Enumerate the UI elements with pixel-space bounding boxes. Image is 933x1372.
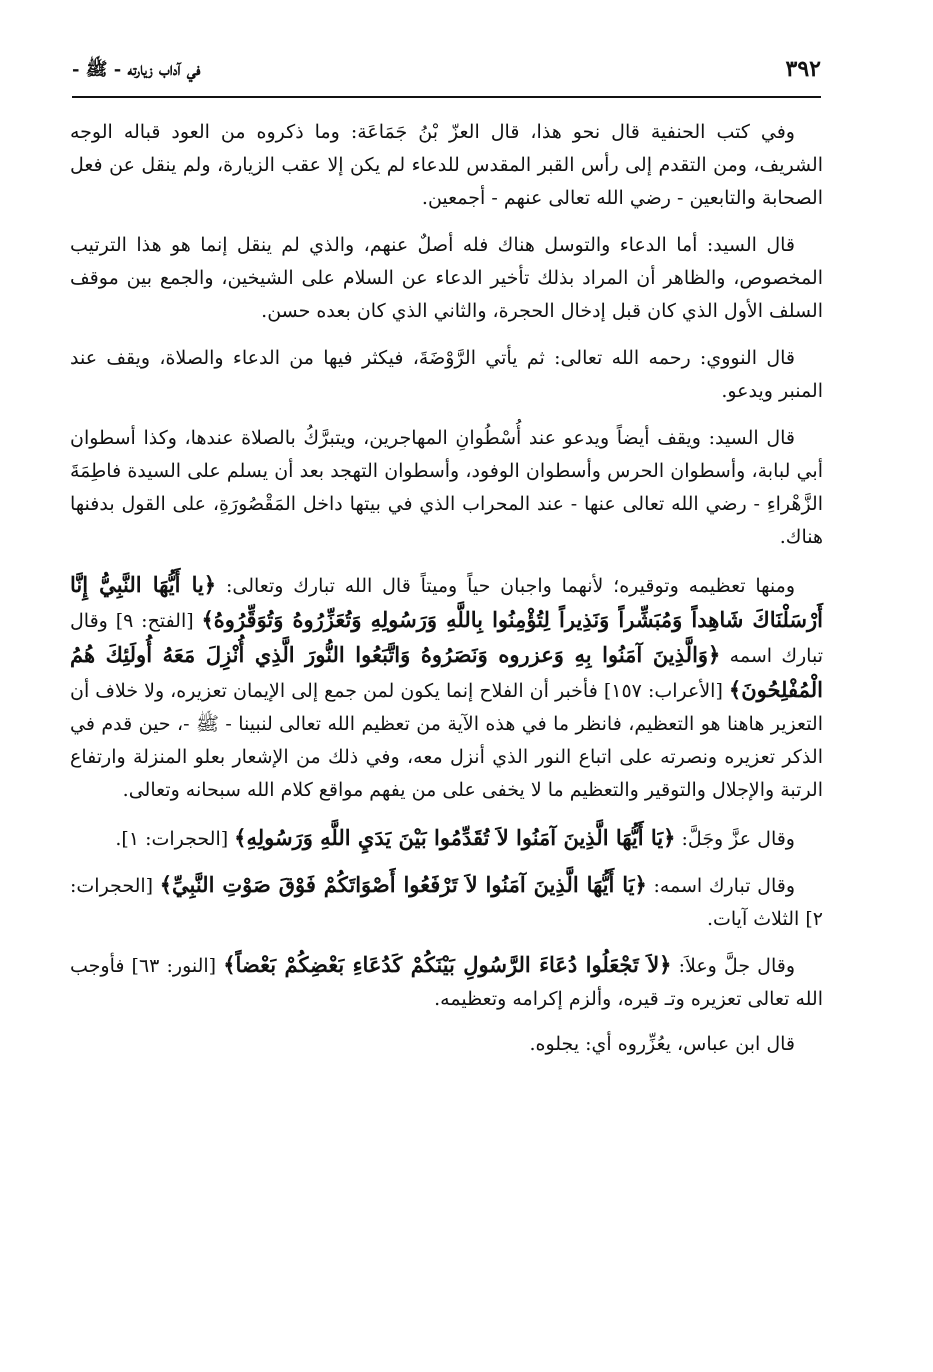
paragraph-sayyid-pillars: [70, 422, 823, 554]
paragraph-text: [الحجرات: ١].: [115, 828, 235, 850]
paragraph-text: قال السيد: ويقف أيضاً ويدعو عند أُسْطُوانِ المهاجرين، ويتبرَّكُ بالصلاة عندها، وكذا أسطوان أبي لبابة، وأسطوان الحرس وأسطوان الوفود، وأسطوان التهجد بعد أن يسلم على السيدة فاطِمَةَ الزَّهْراءِ - رضي الله تعالى عنها - عند المحراب الذي في بيتها داخل المَقْصُورَةِ، على القول بدفنها هناك.: [70, 427, 823, 548]
quran-verse: ﴿يا أَيُّهَا النَّبِيُّ إِنَّا أَرْسَلْنَاكَ شَاهِداً وَمُبَشِّراً وَنَذِيراً لِتُؤْمِنُوا بِاللَّهِ وَرَسُولِهِ وَتُعَزِّرُوهُ وَتُوَقِّرُوهُ﴾: [70, 572, 823, 632]
paragraph-hanafi: [70, 116, 823, 215]
paragraph-text: [الأعراب: ١٥٧] فأخبر أن الفلاح إنما يكون لمن جمع إلى الإيمان تعزيره، ولا خلاف أن التعزير هاهنا هو التعظيم، فانظر ما في هذه الآية من تعظيم الله تعالى لنبينا - ﷺ -، حين قدم في الذكر تعزيره ونصرته على اتباع النور الذي أنزل معه، وفي ذلك من الإشعار بعلو المنزلة وارتفاع الرتبة والإجلال والتوقير والتعظيم ما لا يخفى على من يفهم مواقع كلام الله سبحانه وتعالى.: [70, 680, 823, 801]
page-number: ٣٩٢: [785, 56, 821, 82]
paragraph-sayyid-dua: [70, 229, 823, 328]
paragraph-text: ومنها تعظيمه وتوقيره؛ لأنهما واجبان حياً وميتاً قال الله تبارك وتعالى:: [216, 575, 795, 597]
paragraph-hujurat-1: [70, 821, 823, 856]
paragraph-text: [الفتح: ٩] وقال تبارك اسمه: [70, 610, 823, 667]
paragraph-nawawi: [70, 342, 823, 408]
paragraph-text: [الحجرات: ٢] الثلاث آيات.: [70, 875, 823, 930]
paragraph-text: وقال تبارك اسمه:: [646, 875, 795, 897]
paragraph-text: [النور: ٦٣] فأوجب الله تعالى تعزيره وتـ قيره، وألزم إكرامه وتعظيمه.: [70, 955, 823, 1010]
body-text: [70, 116, 823, 1073]
paragraph-text: وفي كتب الحنفية قال نحو هذا، قال العزّ بْنُ جَمَاعَة: وما ذكروه من العود قباله الوجه الشريف، ومن التقدم إلى رأس القبر المقدس للدعاء لم يكن إلا عقب الزيارة، ولم ينقل عن فعل الصحابة والتابعين - رضي الله تعالى عنهم - أجمعين.: [70, 121, 823, 209]
running-title: في آداب زيارته - ﷺ -: [72, 59, 201, 80]
paragraph-nur: [70, 948, 823, 1016]
quran-verse: ﴿لاَ تَجْعَلُوا دُعَاءَ الرَّسُولِ بَيْنَكُمْ كَدُعَاءِ بَعْضِكُمْ بَعْضاً﴾: [223, 952, 672, 977]
quran-verse: ﴿يَا أَيُّهَا الَّذِينَ آمَنُوا لاَ تُقَدِّمُوا بَيْنَ يَدَيِ اللَّهِ وَرَسُولِهِ﴾: [234, 825, 676, 850]
paragraph-ibn-abbas: [70, 1028, 823, 1061]
quran-verse: ﴿وَالَّذِينَ آمَنُوا بِهِ وَعزروه وَنَصَرُوهُ وَاتَّبَعُوا النُّورَ الَّذِي أُنْزِلَ مَعَهُ أُولَئِكَ هُمُ الْمُفْلِحُونَ﴾: [70, 642, 824, 702]
paragraph-text: قال ابن عباس، يعُزِّروه أي: يجلوه.: [529, 1033, 795, 1055]
paragraph-hujurat-2: [70, 868, 823, 936]
paragraph-veneration: [70, 568, 823, 807]
header-rule: [72, 96, 821, 98]
quran-verse: ﴿يَا أَيُّهَا الَّذِينَ آمَنُوا لاَ تَرْفَعُوا أَصْوَاتَكُمْ فَوْقَ صَوْتِ النَّبِيِّ﴾: [159, 872, 647, 897]
page-header: [72, 52, 821, 92]
paragraph-text: وقال جلَّ وعلاَ:: [671, 955, 796, 977]
paragraph-text: قال النووي: رحمه الله تعالى: ثم يأتي الرَّوْضَةَ، فيكثر فيها من الدعاء والصلاة، ويقف عند المنبر ويدعو.: [70, 347, 823, 402]
paragraph-text: وقال عزَّ وجَلَّ:: [675, 828, 795, 850]
paragraph-text: قال السيد: أما الدعاء والتوسل هناك فله أصلٌ عنهم، والذي لم ينقل إنما هو هذا الترتيب المخصوص، والظاهر أن المراد بذلك تأخير الدعاء عن السلام على الشيخين، والجمع بين موقف السلف الأول الذي كان قبل إدخال الحجرة، والثاني الذي كان بعده حسن.: [70, 234, 823, 322]
